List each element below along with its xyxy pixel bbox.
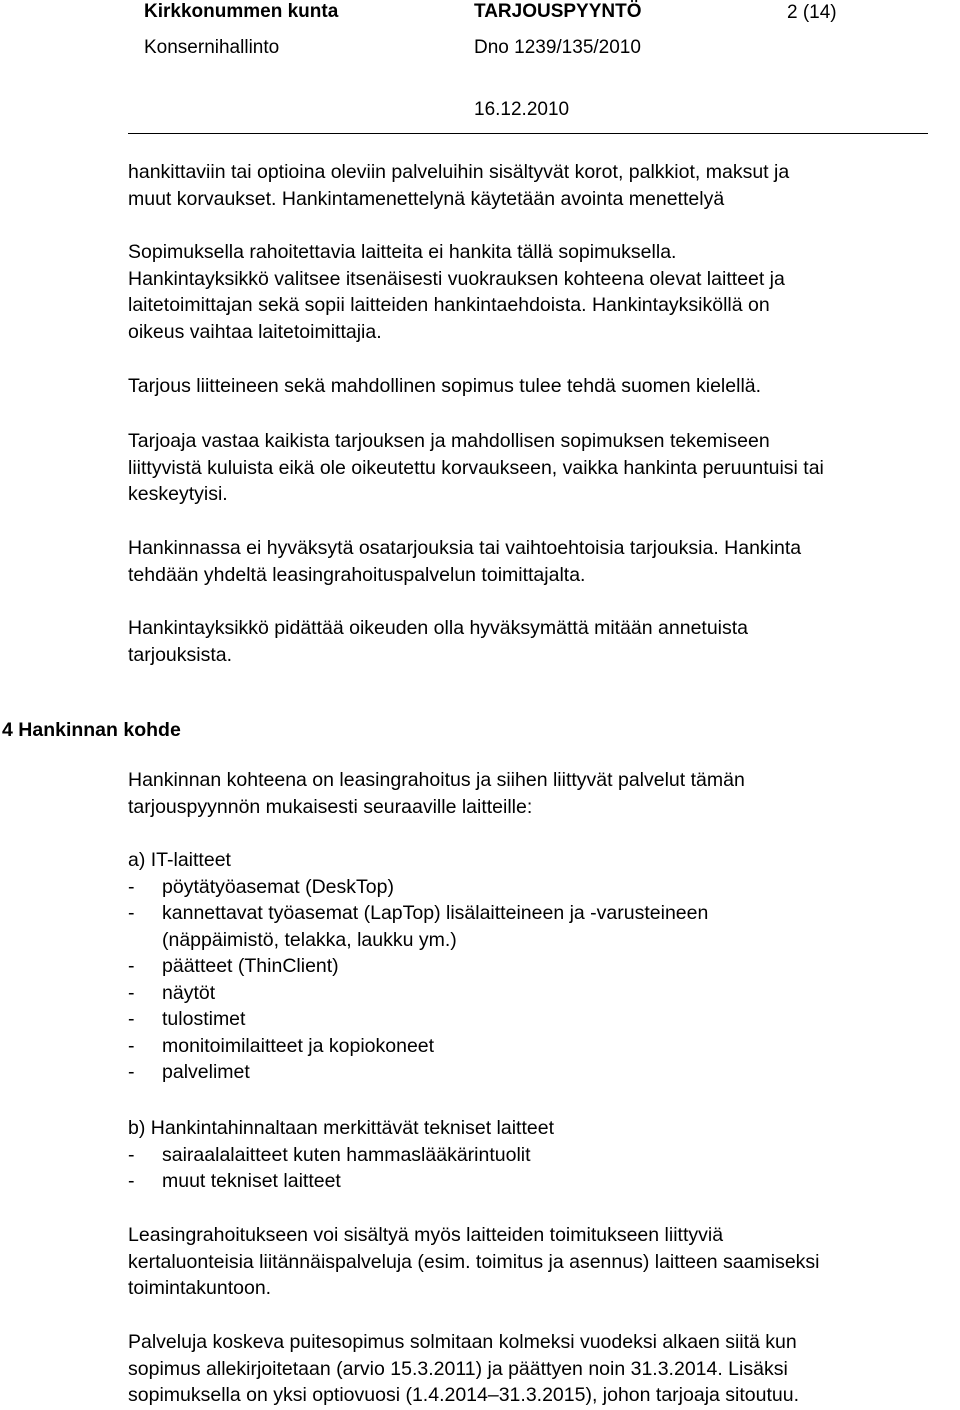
paragraph: Leasingrahoitukseen voi sisältyä myös laitteiden toimitukseen liittyviä kertaluonteisia liitännäispalveluja (esim. toimitus ja asennus) laitteen saamiseksi toimintakuntoon. [128, 1224, 820, 1299]
list-item: - monitoimilaitteet ja kopiokoneet [128, 1034, 435, 1057]
paragraph: Hankinnan kohteena on leasingrahoitus ja siihen liittyvät palvelut tämän tarjouspyynnön mukaisesti seuraaville laitteille: [128, 769, 745, 818]
list-item: - palvelimet [128, 1061, 250, 1083]
section-heading: 4 Hankinnan kohde [2, 719, 181, 741]
list-item: - kannettavat työasemat (LapTop) lisälaitteineen ja -varusteineen [128, 902, 709, 924]
header-organization: Kirkkonummen kunta [144, 1, 339, 22]
list-technical-equipment [128, 1115, 554, 1195]
header-page-number: 2 (14) [787, 2, 837, 23]
list-title: b) Hankintahinnaltaan merkittävät tekniset laitteet [128, 1117, 554, 1139]
paragraph: Hankintayksikkö pidättää oikeuden olla hyväksymättä mitään annetuista tarjouksista. [128, 617, 749, 666]
paragraph: Hankinnassa ei hyväksytä osatarjouksia tai vaihtoehtoisia tarjouksia. Hankinta tehdään yhdeltä leasingrahoituspalvelun toimittajalta. [128, 537, 802, 586]
paragraph: Palveluja koskeva puitesopimus solmitaan kolmeksi vuodeksi alkaen siitä kun sopimus allekirjoitetaan (arvio 15.3.2011) ja päättyen noin 31.3.2014. Lisäksi sopimuksella on yksi optiovuosi (1.4.2014–31.3.2015), johon tarjoaja sitoutuu. [128, 1331, 800, 1406]
list-item: - näytöt [128, 981, 216, 1004]
list-item: - päätteet (ThinClient) [128, 955, 339, 977]
header-reference: Dno 1239/135/2010 [474, 37, 641, 58]
paragraph: Sopimuksella rahoitettavia laitteita ei hankita tällä sopimuksella. Hankintayksikkö valitsee itsenäisesti vuokrauksen kohteena olevat laitteet ja laitetoimittajan sekä sopii laitteiden hankintaehdoista. Hankintayksiköllä on oikeus vaihtaa laitetoimittajia. [128, 241, 785, 343]
list-item: - sairaalalaitteet kuten hammaslääkärintuolit [128, 1143, 531, 1166]
list-item-continuation: (näppäimistö, telakka, laukku ym.) [162, 928, 457, 951]
list-item: - tulostimet [128, 1008, 246, 1030]
header-document-type: TARJOUSPYYNTÖ [474, 1, 642, 22]
list-item: - muut tekniset laitteet [128, 1170, 341, 1192]
list-it-equipment [128, 847, 708, 1086]
paragraph: hankittaviin tai optioina oleviin palveluihin sisältyvät korot, palkkiot, maksut ja muut korvaukset. Hankintamenettelynä käytetään avointa menettelyä [128, 161, 790, 210]
paragraph: Tarjoaja vastaa kaikista tarjouksen ja mahdollisen sopimuksen tekemiseen liittyvistä kuluista eikä ole oikeutettu korvaukseen, vaikka hankinta peruuntuisi tai keskeytyisi. [128, 430, 824, 505]
header-date: 16.12.2010 [474, 99, 570, 120]
list-item: - pöytätyöasemat (DeskTop) [128, 875, 394, 898]
list-title: a) IT-laitteet [128, 849, 231, 871]
header-divider [128, 133, 928, 134]
paragraph: Tarjous liitteineen sekä mahdollinen sopimus tulee tehdä suomen kielellä. [128, 375, 762, 397]
header-unit: Konsernihallinto [144, 37, 280, 58]
